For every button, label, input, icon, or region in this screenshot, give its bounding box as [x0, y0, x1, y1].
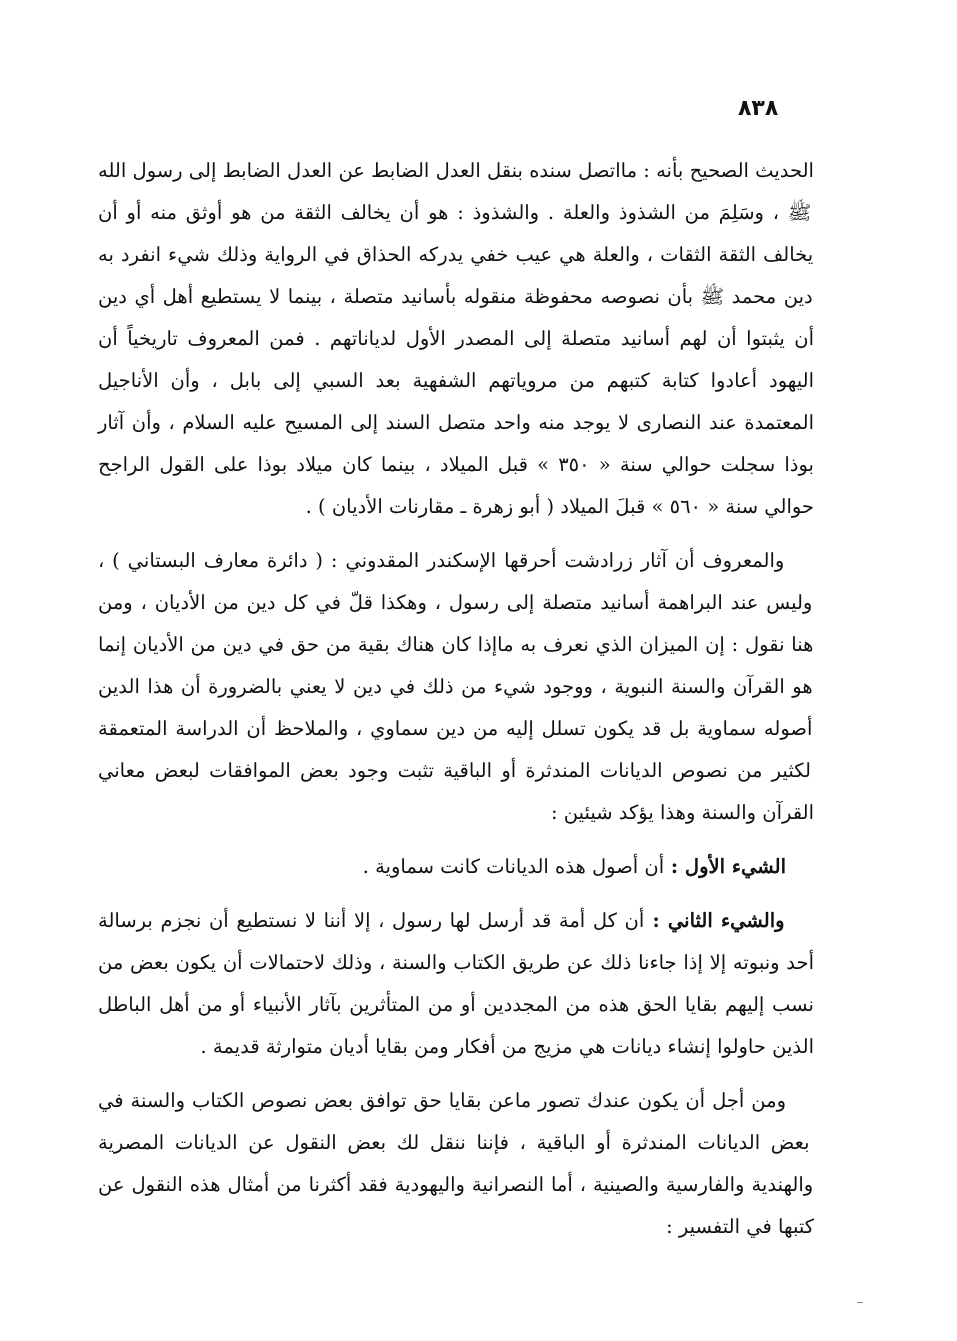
- text-line: يخالف الثقة الثقات ، والعلة هي عيب خفي يدركه الحذاق في الرواية وذلك شيء انفرد به: [98, 243, 814, 266]
- text-line: ﷺ ، وسَلِمَ من الشذوذ والعلة . والشذوذ : هو أن يخالف الثقة من هو أوثق منه أو أن: [98, 201, 812, 224]
- text-line: بعض من نسب إليهم بقايا الحق هذه من المجددين أو من المتأثرين بآثار الأنبياء أو من أهل: [98, 951, 814, 1016]
- text-line: الباطل الذين حاولوا إنشاء ديانات هي مزيج من أفكار ومن بقايا أديان متوارثة قديمة .: [98, 993, 814, 1058]
- text-line: والهندية والفارسية والصينية ، أما النصرانية واليهودية فقد أكثرنا من أمثال هذه النقول عن: [98, 1173, 814, 1196]
- text-line: النصارى لا يوجد منه واحد متصل السند إلى المسيح عليه السلام ، وأن آثار بوذا سجلت: [98, 411, 814, 476]
- text-line: القرآن والسنة وهذا يؤكد شيئين :: [550, 801, 814, 824]
- text-line: أصوله سماوية بل قد يكون تسلل إليه من دين سماوي ، والملاحظ أن الدراسة المتعمقة: [98, 717, 813, 740]
- text-line: أحد ونبوته إلا إذا جاءنا ذلك عن طريق الكتاب والسنة ، وذلك لاحتمالات أن يكون: [168, 951, 815, 974]
- text-line: هو القرآن والسنة النبوية ، ووجود شيء من ذلك في دين لا يعني بالضرورة أن هذا الدين: [98, 675, 813, 698]
- text-line: أعادوا كتابة كتبهم من مروياتهم الشفهية بعد السبي إلى بابل ، وأن الأناجيل المعتمدة عند: [98, 369, 814, 434]
- text-line: كتبها في التفسير :: [666, 1215, 814, 1238]
- text-line: دين محمد ﷺ بأن نصوصه محفوظة منقوله بأسانيد متصلة ، بينما لا يستطيع أهل أي دين: [98, 285, 813, 308]
- paragraph-zoroaster: [98, 540, 814, 834]
- text-line: أن يثبتوا أن لهم أسانيد متصلة إلى المصدر الأول لدياناتهم . فمن المعروف تاريخياً أن اليهود: [98, 327, 814, 392]
- scan-mark: [857, 1302, 863, 1303]
- first-thing-label: الشيء الأول :: [664, 855, 786, 878]
- paragraph-closing: [98, 1080, 814, 1248]
- text-line: هنا نقول : إن الميزان الذي نعرف به ماإذا كان هناك بقية من حق في دين من الأديان إنما: [98, 633, 814, 656]
- text-line: ومن أجل أن يكون عندك تصور ماعن بقايا حق توافق بعض نصوص الكتاب والسنة: [123, 1089, 786, 1112]
- page-number: ٨٣٨: [738, 96, 779, 121]
- text-line: في بعض الديانات المندثرة أو الباقية ، فإننا ننقل لك بعض النقول عن الديانات المصرية: [98, 1089, 810, 1154]
- text-line: لكثير من نصوص الديانات المندثرة أو الباقية تثبت وجود بعض الموافقات لبعض معاني: [98, 759, 811, 782]
- text-line: حوالي سنة « ٣٥٠ » قبل الميلاد ، بينما كان ميلاد بوذا على القول الراجح حوالي سنة: [98, 453, 814, 518]
- text-line: وليس عند البراهمة أسانيد متصلة إلى رسول ، وهكذا قلّ في كل دين من الأديان ، ومن: [98, 591, 813, 614]
- text-line: أن كل أمة قد أرسل لها رسول ، إلا أننا لا نستطيع أن نجزم برسالة: [98, 909, 645, 932]
- second-thing-label: والشيء الثاني :: [644, 909, 785, 932]
- paragraph-first-thing: [98, 846, 814, 888]
- paragraph-hadith-definition: [98, 150, 814, 528]
- first-thing-text: أن أصول هذه الديانات كانت سماوية .: [362, 855, 665, 878]
- text-line: والمعروف أن آثار زرادشت أحرقها الإسكندر المقدوني : ( دائرة معارف البستاني ) ،: [98, 549, 785, 572]
- text-line: « ٥٦٠ » قبلَ الميلاد ( أبو زهرة ـ مقارنات الأديان ) .: [305, 495, 720, 518]
- text-line: الحديث الصحيح بأنه : مااتصل سنده بنقل العدل الضابط عن العدل الضابط إلى رسول الله: [98, 159, 814, 182]
- paragraph-second-thing: [98, 900, 814, 1068]
- page-body: [98, 150, 814, 1260]
